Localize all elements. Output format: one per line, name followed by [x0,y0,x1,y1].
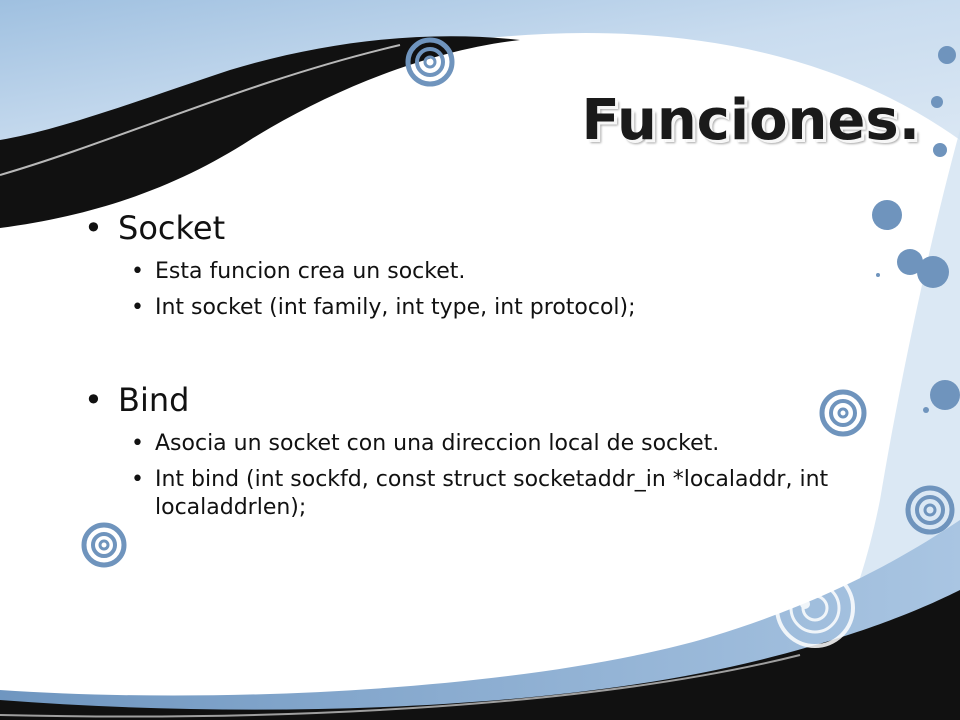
bullet-dot-icon: • [84,209,103,247]
section-bind [84,378,904,522]
section-socket [84,206,904,322]
item-text: Asocia un socket con una direccion local de socket. [155,431,720,456]
list-item [131,258,904,286]
heading-text: Socket [118,209,226,247]
slide-title: Funciones. [581,88,920,153]
bullet-dot-icon: • [84,381,103,419]
slide-content [84,206,904,522]
heading-text: Bind [118,381,190,419]
item-text: Esta funcion crea un socket. [155,259,466,284]
bullet-dot-icon: • [131,431,144,456]
ring-left [84,525,124,565]
item-text: Int bind (int sockfd, const struct socketaddr_in *localaddr, int localaddrlen); [155,467,829,520]
bullet-dot-icon: • [131,467,144,492]
bullet-heading-socket [84,206,904,250]
bullet-dot-icon: • [131,259,144,284]
list-item [131,294,904,322]
list-item [131,430,904,458]
socket-subitems [131,258,904,322]
bullet-dot-icon: • [131,295,144,320]
bind-subitems [131,430,904,522]
item-text: Int socket (int family, int type, int protocol); [155,295,636,320]
bullet-heading-bind [84,378,904,422]
list-item [131,466,845,522]
